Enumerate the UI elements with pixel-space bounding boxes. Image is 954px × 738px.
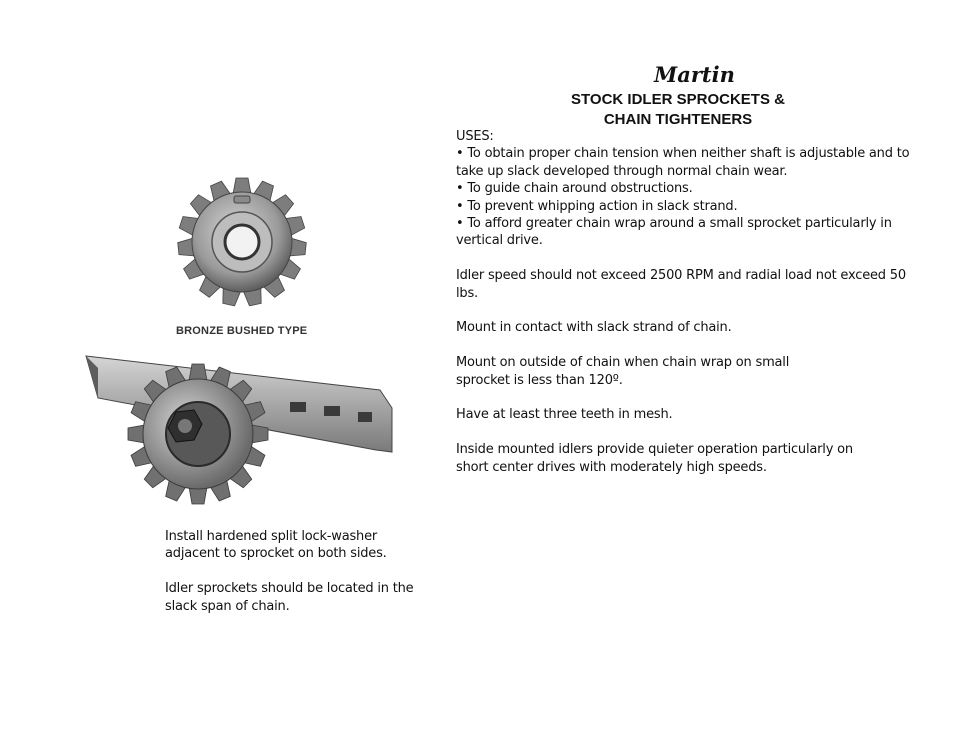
bronze-bushed-sprocket-image [180,166,310,318]
chain-tightener-image [80,346,398,506]
inside-note: Inside mounted idlers provide quieter operation particularly on short center drives with moderately high speeds. [456,442,853,475]
installation-notes [165,528,425,615]
uses-bullet: • To obtain proper chain tension when neither shaft is adjustable and to take up slack developed through normal chain wear. [456,146,910,179]
logo-text: Martin [654,62,735,87]
uses-section [456,128,926,476]
slack-span-note: Idler sprockets should be located in the slack span of chain. [165,581,414,614]
title-line-1: STOCK IDLER SPROCKETS & [571,91,785,108]
uses-heading: USES: [456,129,494,144]
lock-washer-note: Install hardened split lock-washer adjacent to sprocket on both sides. [165,529,387,562]
page-title [520,90,836,130]
teeth-note: Have at least three teeth in mesh. [456,407,673,423]
mount-outside-note: Mount on outside of chain when chain wrap on small sprocket is less than 120º. [456,355,790,388]
martin-logo [650,58,735,90]
uses-bullet: • To prevent whipping action in slack strand. [456,198,738,214]
title-line-2: CHAIN TIGHTENERS [603,111,753,128]
speed-note: Idler speed should not exceed 2500 RPM and radial load not exceed 50 lbs. [456,268,906,301]
uses-bullet: • To guide chain around obstructions. [456,181,693,197]
mount-slack-note: Mount in contact with slack strand of chain. [456,320,732,336]
uses-bullet: • To afford greater chain wrap around a small sprocket particularly in vertical drive. [456,216,892,249]
image-caption: BRONZE BUSHED TYPE [176,325,308,337]
